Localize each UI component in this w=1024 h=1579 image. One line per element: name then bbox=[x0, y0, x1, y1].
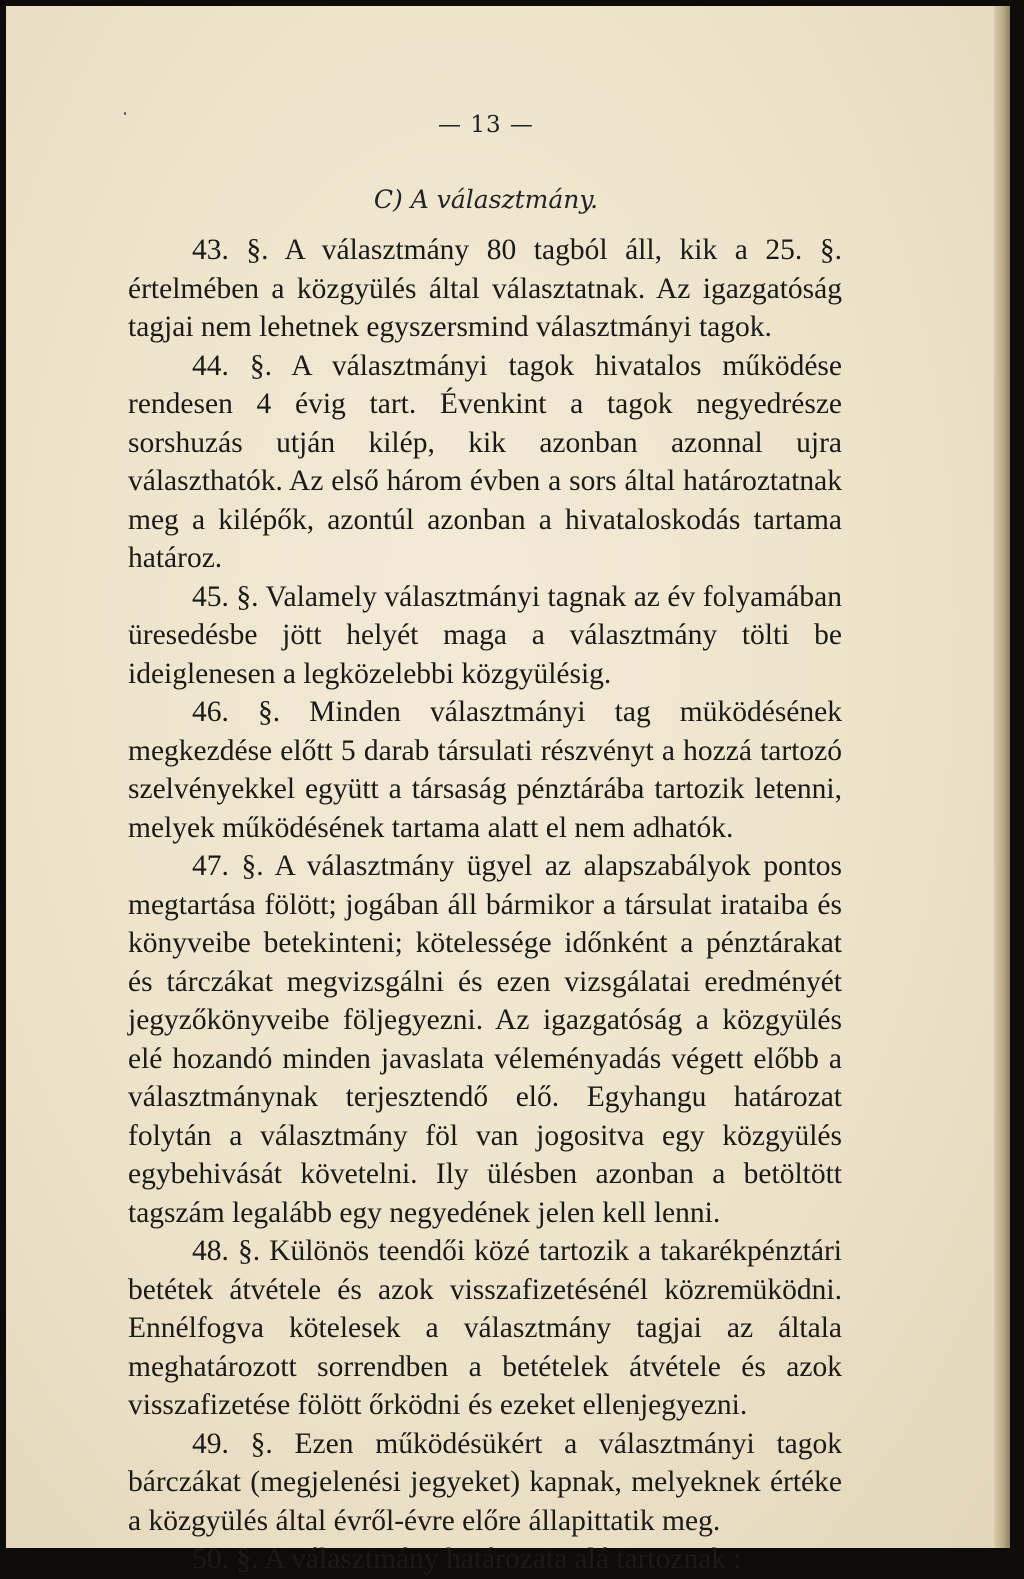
paragraph-44: 44. §. A választmányi tagok hivatalos működése rendesen 4 évig tart. Évenkint a tagok negyedrésze sorshuzás utján kilép, kik azonban azonnal ujra választhatók. Az első három évben a sors által határoztatnak meg a kilépők, azontúl azonban a hivataloskodás tartama határoz. bbox=[128, 349, 842, 574]
paragraph-50: 50. §. A választmány határozata alá tartoznak : bbox=[192, 1543, 742, 1575]
page-number: — 13 — bbox=[438, 112, 534, 138]
document-page bbox=[6, 6, 1010, 1575]
paragraph-49: 49. §. Ezen működésükért a választmányi tagok bárczákat (megjelenési jegyeket) kapnak, melyeknek értéke a közgyülés által évről-évre előre állapittatik meg. bbox=[128, 1427, 842, 1537]
paragraph-45: 45. §. Valamely választmányi tagnak az év folyamában üresedésbe jött helyét maga a választmány tölti be ideiglenesen a legközelebbi közgyülésig. bbox=[128, 580, 842, 690]
body-text bbox=[128, 231, 842, 1579]
paragraph-46: 46. §. Minden választmányi tag müködésének megkezdése előtt 5 darab társulati részvényt a hozzá tartozó szelvényekkel együtt a társaság pénztárába tartozik letenni, melyek működésének tartama alatt el nem adhatók. bbox=[128, 696, 842, 844]
section-heading: C) A választmány. bbox=[373, 185, 599, 214]
paragraph-47: 47. §. A választmány ügyel az alapszabályok pontos megtartása fölött; jogában áll bármikor a társulat irataiba és könyveibe betekinteni; kötelessége időnként a pénztárakat és tárczákat megvizsgálni és ezen vizsgálatai eredményét jegyzőkönyveibe följegyezni. Az igazgatóság a közgyülés elé hozandó minden javaslata véleményadás végett előbb a választmánynak terjesztendő elő. Egyhangu határozat folytán a választmány föl van jogositva egy közgyülés egybehivását követelni. Ily ülésben azonban a betöltött tagszám legalább egy negyedének jelen kell lenni. bbox=[128, 850, 842, 1229]
paragraph-48: 48. §. Különös teendői közé tartozik a takarékpénztári betétek átvétele és azok visszafizetésénél közremüködni. Ennélfogva kötelesek a választmány tagjai az általa meghatározott sorrendben a betételek átvétele és azok visszafizetése fölött őrködni és ezeket ellenjegyezni. bbox=[128, 1235, 842, 1421]
page-binding-edge bbox=[994, 6, 1010, 1548]
paragraph-43: 43. §. A választmány 80 tagból áll, kik a 25. §. értelmében a közgyülés által választatnak. Az igazgatóság tagjai nem lehetnek egyszersmind választmányi tagok. bbox=[128, 234, 842, 343]
